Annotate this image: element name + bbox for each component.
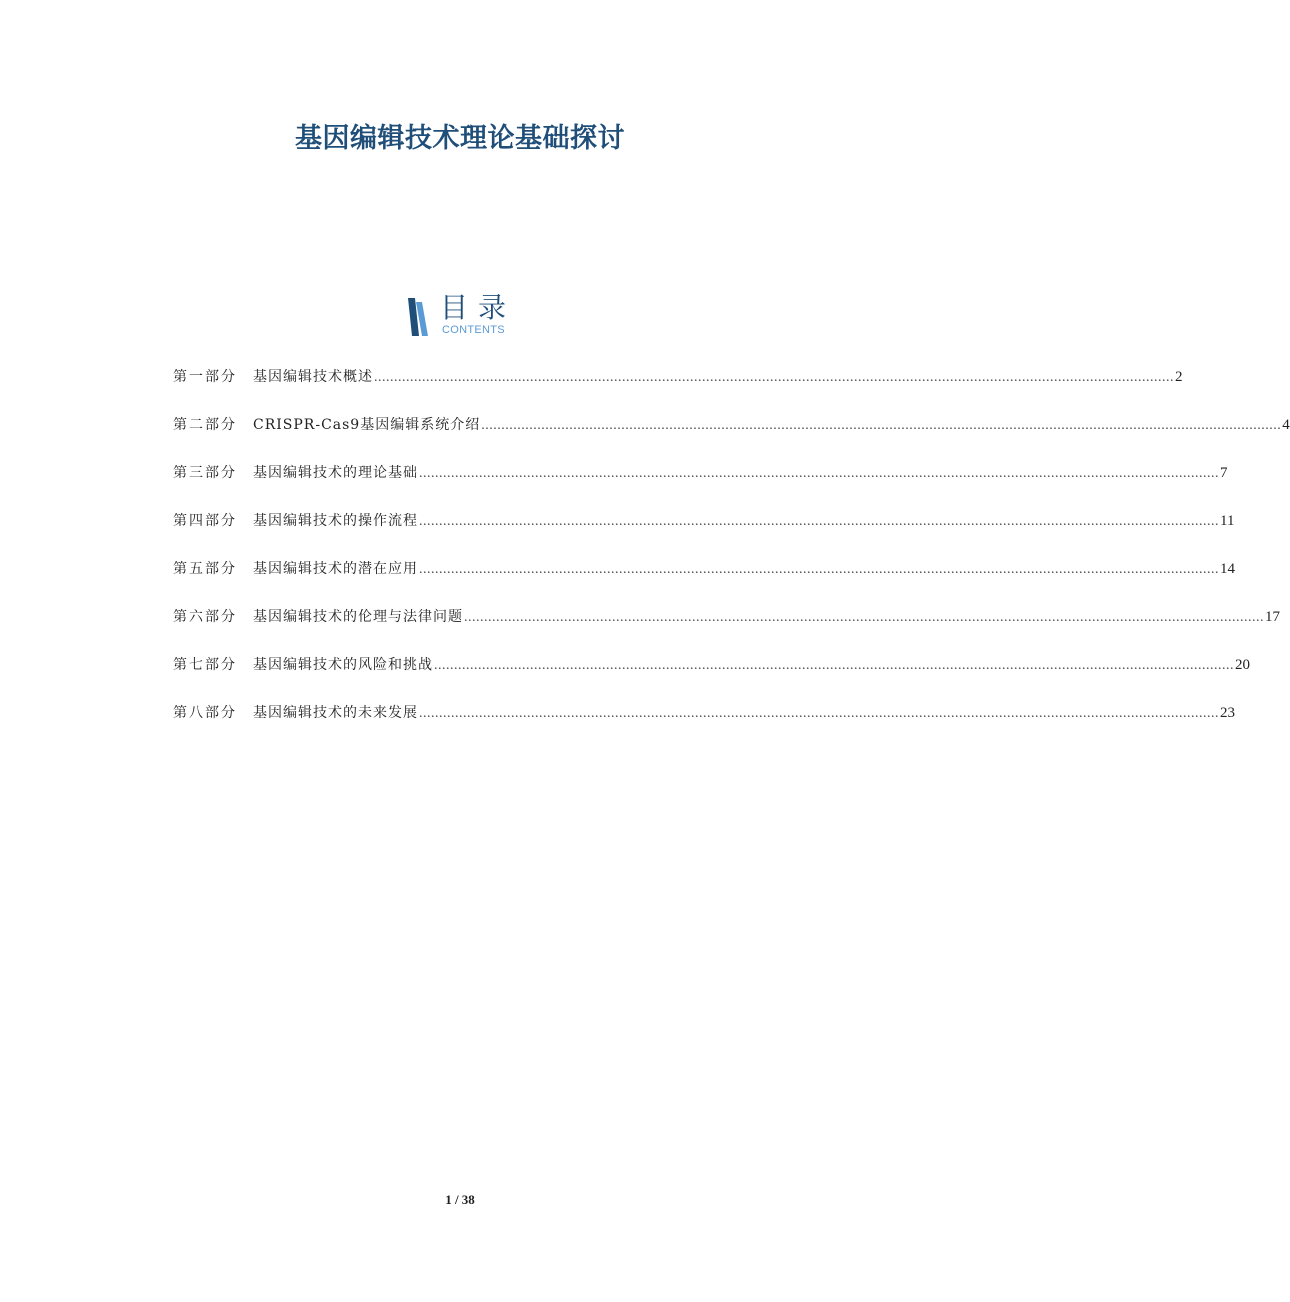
toc-entry-page: 2 <box>1175 369 1183 385</box>
toc-entry-page: 23 <box>1220 705 1235 721</box>
toc-entry-page: 17 <box>1265 609 1280 625</box>
toc-leader-dots: ........................................................................................................................................................................................................ <box>419 562 1219 577</box>
toc-heading <box>406 292 526 342</box>
toc-book-logo-icon <box>406 296 432 338</box>
toc-entry[interactable] <box>173 605 1280 653</box>
toc-entry-page: 7 <box>1220 465 1228 481</box>
toc-entry-part: 第七部分 <box>173 657 237 673</box>
toc-entry[interactable] <box>173 413 1290 461</box>
toc-entry-page: 11 <box>1220 513 1235 529</box>
toc-entry-title: 基因编辑技术的操作流程 <box>253 513 418 529</box>
page-number: 1 / 38 <box>445 1192 475 1207</box>
toc-entry-part: 第八部分 <box>173 705 237 721</box>
toc-leader-dots: ........................................................................................................................................................................................................ <box>434 658 1234 673</box>
toc-entry-page: 20 <box>1235 657 1250 673</box>
toc-entry-title: CRISPR-Cas9基因编辑系统介绍 <box>253 417 481 433</box>
toc-entry-part: 第五部分 <box>173 561 237 577</box>
toc-entry-title: 基因编辑技术的伦理与法律问题 <box>253 609 463 625</box>
toc-entry-title: 基因编辑技术概述 <box>253 369 373 385</box>
toc-entry[interactable] <box>173 701 1235 749</box>
toc-entry-page: 14 <box>1220 561 1235 577</box>
toc-entry-title: 基因编辑技术的理论基础 <box>253 465 418 481</box>
toc-entry[interactable] <box>173 461 1228 509</box>
toc-entry[interactable] <box>173 557 1235 605</box>
toc-leader-dots: ........................................................................................................................................................................................................ <box>481 418 1282 433</box>
toc-entry-title: 基因编辑技术的未来发展 <box>253 705 418 721</box>
toc-leader-dots: ........................................................................................................................................................................................................ <box>419 514 1219 529</box>
toc-entry[interactable] <box>173 365 1183 413</box>
toc-leader-dots: ........................................................................................................................................................................................................ <box>419 466 1219 481</box>
toc-leader-dots: ........................................................................................................................................................................................................ <box>464 610 1264 625</box>
toc-leader-dots: ........................................................................................................................................................................................................ <box>374 370 1174 385</box>
toc-heading-title: 目录 <box>440 291 517 324</box>
toc-entry[interactable] <box>173 653 1250 701</box>
toc-entry-part: 第三部分 <box>173 465 237 481</box>
toc-heading-subtitle: CONTENTS <box>442 324 505 336</box>
toc-leader-dots: ........................................................................................................................................................................................................ <box>419 706 1219 721</box>
toc-entry-part: 第四部分 <box>173 513 237 529</box>
toc-list <box>173 365 1290 749</box>
toc-entry[interactable] <box>173 509 1235 557</box>
toc-entry-part: 第二部分 <box>173 417 237 433</box>
document-title: 基因编辑技术理论基础探讨 <box>295 123 625 154</box>
toc-entry-title: 基因编辑技术的风险和挑战 <box>253 657 433 673</box>
toc-entry-part: 第一部分 <box>173 369 237 385</box>
toc-entry-page: 4 <box>1282 417 1290 433</box>
toc-entry-part: 第六部分 <box>173 609 237 625</box>
toc-entry-title: 基因编辑技术的潜在应用 <box>253 561 418 577</box>
